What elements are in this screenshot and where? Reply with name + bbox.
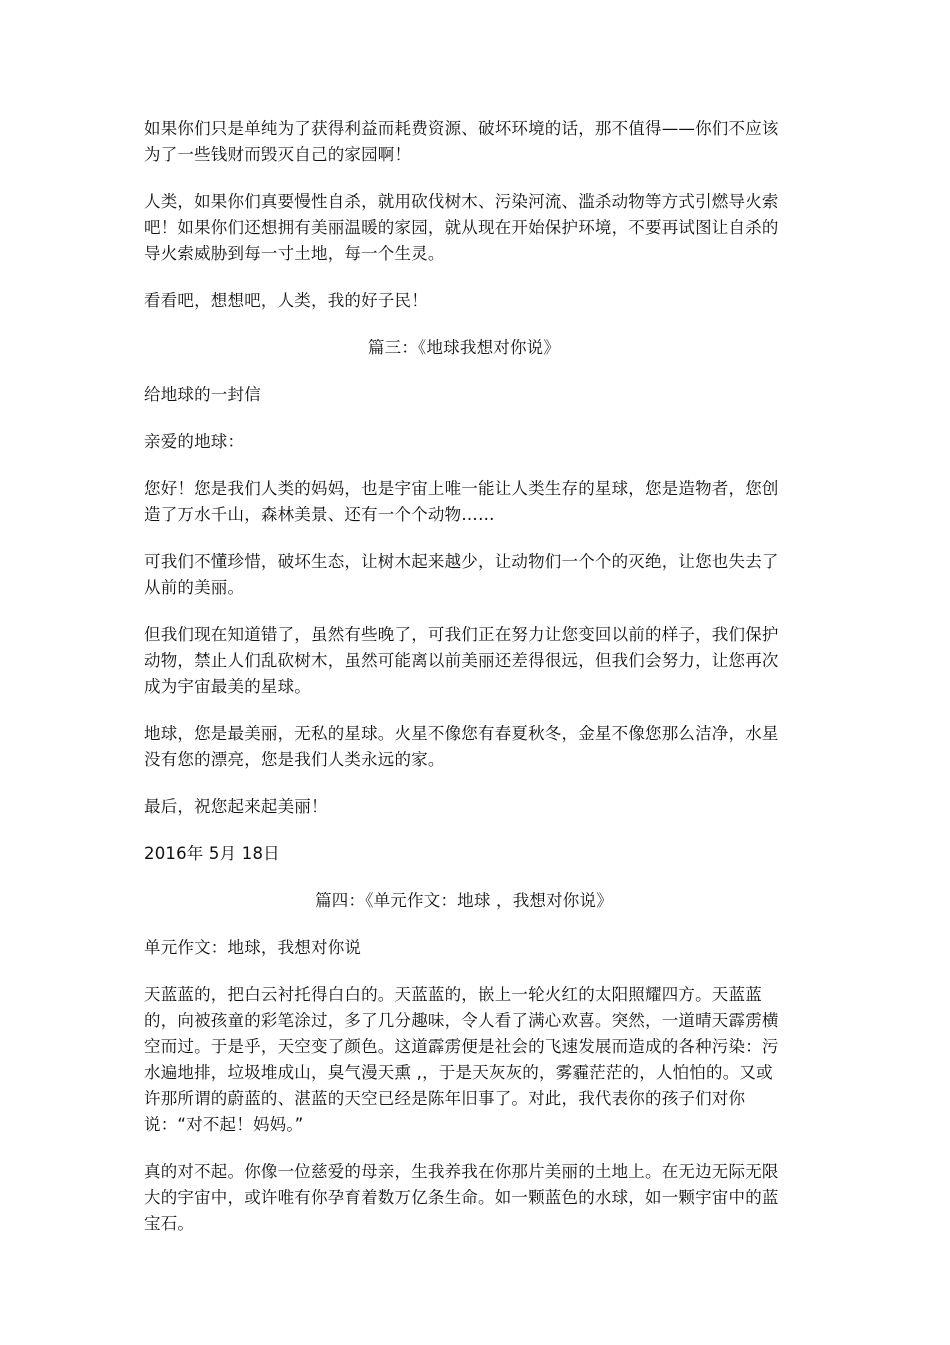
- paragraph: 天蓝蓝的，把白云衬托得白白的。天蓝蓝的，嵌上一轮火红的太阳照耀四方。天蓝蓝的，向被孩童的彩笔涂过，多了几分趣味，令人看了满心欢喜。突然，一道晴天霹雳横空而过。于是乎，天空变了颜色。这道霹雳便是社会的飞速发展而造成的各种污染：污水遍地排，垃圾堆成山，臭气漫天熏 ,，于是天灰灰的，雾霾茫茫的，人怕怕的。又或许那所谓的蔚蓝的、湛蓝的天空已经是陈年旧事了。对此，我代表你的孩子们对你说：“对不起！妈妈。”: [144, 985, 779, 1134]
- paragraph: 人类，如果你们真要慢性自杀，就用砍伐树木、污染河流、滥杀动物等方式引燃导火索吧！如果你们还想拥有美丽温暖的家园，就从现在开始保护环境，不要再试图让自杀的导火索威胁到每一寸土地，每一个生灵。: [144, 192, 779, 263]
- section-heading-4: 篇四：《单元作文：地球 ，我想对你说》: [315, 891, 613, 910]
- document-body: [144, 116, 784, 1258]
- paragraph: 您好！您是我们人类的妈妈，也是宇宙上唯一能让人类生存的星球，您是造物者，您创造了万水千山，森林美景、还有一个个动物……: [144, 479, 779, 524]
- paragraph: 如果你们只是单纯为了获得利益而耗费资源、破坏环境的话，那不值得——你们不应该为了一些钱财而毁灭自己的家园啊！: [144, 119, 779, 164]
- paragraph: 真的对不起。你像一位慈爱的母亲，生我养我在你那片美丽的土地上。在无边无际无限大的宇宙中，或许唯有你孕育着数万亿条生命。如一颗蓝色的水球，如一颗宇宙中的蓝宝石。: [144, 1162, 779, 1233]
- paragraph: 给地球的一封信: [144, 385, 261, 404]
- paragraph: 最后，祝您起来起美丽！: [144, 797, 328, 816]
- paragraph: 亲爱的地球：: [144, 432, 245, 451]
- paragraph: 看看吧，想想吧，人类，我的好子民！: [144, 291, 428, 310]
- section-heading-3: 篇三：《地球我想对你说》: [367, 338, 561, 357]
- paragraph: 但我们现在知道错了，虽然有些晚了，可我们正在努力让您变回以前的样子，我们保护动物，禁止人们乱砍树木，虽然可能离以前美丽还差得很远，但我们会努力，让您再次成为宇宙最美的星球。: [144, 625, 779, 696]
- paragraph: 地球，您是最美丽，无私的星球。火星不像您有春夏秋冬，金星不像您那么洁净，水星没有您的漂亮，您是我们人类永远的家。: [144, 724, 779, 769]
- date-line: 2016年 5月 18日: [144, 844, 280, 863]
- paragraph: 可我们不懂珍惜，破坏生态，让树木起来越少，让动物们一个个的灭绝，让您也失去了从前的美丽。: [144, 552, 779, 597]
- paragraph: 单元作文：地球，我想对你说: [144, 938, 362, 957]
